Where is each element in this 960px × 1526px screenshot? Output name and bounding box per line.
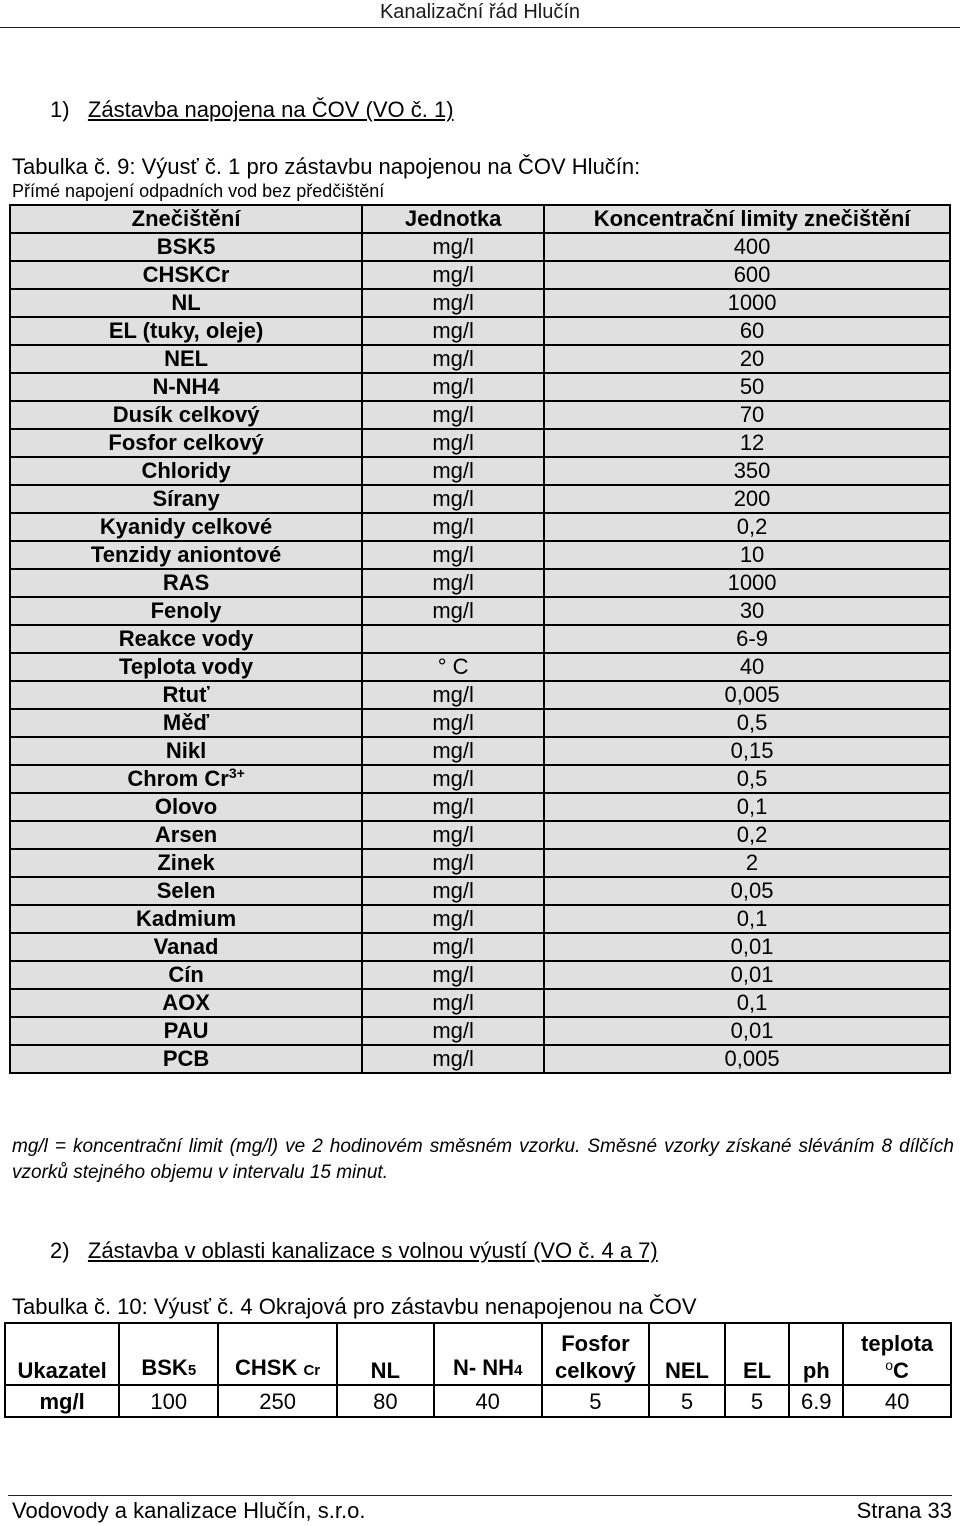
pollutant-limit: 600 [544, 261, 950, 289]
pollutant-unit: mg/l [362, 765, 544, 793]
outlet-limits-table [4, 1322, 952, 1418]
header-chsk: CHSK Cr [218, 1323, 337, 1385]
pollutant-name: BSK5 [10, 233, 362, 261]
table-row [10, 653, 950, 681]
pollutant-unit: mg/l [362, 513, 544, 541]
value-phosphorus: 5 [542, 1385, 650, 1417]
pollutant-unit: mg/l [362, 429, 544, 457]
table-row [10, 429, 950, 457]
pollutant-name: Chloridy [10, 457, 362, 485]
pollutant-limit: 1000 [544, 569, 950, 597]
value-el: 5 [725, 1385, 790, 1417]
pollutant-limit: 6-9 [544, 625, 950, 653]
header-limits: Koncentrační limity znečištění [544, 205, 950, 233]
table-row [10, 569, 950, 597]
table-row [10, 457, 950, 485]
pollutant-limit: 200 [544, 485, 950, 513]
pollutant-unit: mg/l [362, 401, 544, 429]
pollutant-limit: 12 [544, 429, 950, 457]
section-2-number: 2) [50, 1238, 70, 1263]
pollutant-name: Zinek [10, 849, 362, 877]
pollutant-limit: 0,5 [544, 709, 950, 737]
pollutant-name: NEL [10, 345, 362, 373]
table-row [10, 233, 950, 261]
footer-page-number: Strana 33 [856, 1498, 952, 1523]
pollutant-unit: mg/l [362, 261, 544, 289]
value-nel: 5 [649, 1385, 724, 1417]
section-1-heading [50, 97, 454, 123]
row-label: mg/l [5, 1385, 119, 1417]
table-row [10, 261, 950, 289]
pollutant-unit: mg/l [362, 597, 544, 625]
pollutant-limit: 400 [544, 233, 950, 261]
pollutant-unit: mg/l [362, 821, 544, 849]
pollutant-limit: 2 [544, 849, 950, 877]
pollutant-limit: 0,2 [544, 513, 950, 541]
header-unit: Jednotka [362, 205, 544, 233]
pollutant-name: Fosfor celkový [10, 429, 362, 457]
pollutant-name: Měď [10, 709, 362, 737]
pollutant-limit: 0,005 [544, 681, 950, 709]
header-phosphorus: Fosfor celkový [542, 1323, 650, 1385]
table-row [10, 793, 950, 821]
pollutant-name: RAS [10, 569, 362, 597]
value-nl: 80 [337, 1385, 434, 1417]
pollutant-unit: mg/l [362, 989, 544, 1017]
pollutant-unit: mg/l [362, 289, 544, 317]
pollutant-limit: 1000 [544, 289, 950, 317]
header-nel: NEL [649, 1323, 724, 1385]
header-bsk5: BSK5 [119, 1323, 218, 1385]
pollutant-unit: ° C [362, 653, 544, 681]
pollutant-unit: mg/l [362, 1045, 544, 1073]
pollutant-unit: mg/l [362, 345, 544, 373]
value-ph: 6.9 [789, 1385, 843, 1417]
pollutant-unit: mg/l [362, 793, 544, 821]
pollutant-name: Dusík celkový [10, 401, 362, 429]
pollutant-name: Fenoly [10, 597, 362, 625]
table-row [10, 1045, 950, 1073]
pollutant-name: Kadmium [10, 905, 362, 933]
pollutant-limit: 0,1 [544, 793, 950, 821]
table-row [10, 933, 950, 961]
header-nnh4: N- NH4 [434, 1323, 542, 1385]
footer-company: Vodovody a kanalizace Hlučín, s.r.o. [12, 1498, 366, 1523]
pollution-limits-table [9, 204, 951, 1074]
pollutant-unit: mg/l [362, 485, 544, 513]
pollutant-limit: 0,01 [544, 933, 950, 961]
table-row [10, 849, 950, 877]
pollutant-name: Tenzidy aniontové [10, 541, 362, 569]
pollutant-limit: 10 [544, 541, 950, 569]
table-row [10, 289, 950, 317]
pollutant-limit: 0,2 [544, 821, 950, 849]
table-row [10, 877, 950, 905]
table-row [10, 485, 950, 513]
pollutant-unit: mg/l [362, 737, 544, 765]
pollutant-unit: mg/l [362, 877, 544, 905]
pollutant-name: Nikl [10, 737, 362, 765]
pollutant-unit [362, 625, 544, 653]
table-header-row [10, 205, 950, 233]
pollutant-limit: 0,01 [544, 961, 950, 989]
pollutant-limit: 50 [544, 373, 950, 401]
header-el: EL [725, 1323, 790, 1385]
pollutant-limit: 350 [544, 457, 950, 485]
pollutant-unit: mg/l [362, 709, 544, 737]
pollutant-limit: 0,1 [544, 905, 950, 933]
outlet-table-values-row [5, 1385, 951, 1417]
table-10-caption: Tabulka č. 10: Výusť č. 4 Okrajová pro zástavbu nenapojenou na ČOV [12, 1294, 697, 1319]
table-row [10, 905, 950, 933]
pollutant-limit: 20 [544, 345, 950, 373]
pollutant-limit: 40 [544, 653, 950, 681]
header-pollution: Znečištění [10, 205, 362, 233]
pollutant-unit: mg/l [362, 961, 544, 989]
table-row [10, 961, 950, 989]
pollutant-name: NL [10, 289, 362, 317]
section-2-heading [50, 1238, 658, 1264]
concentration-note: mg/l = koncentrační limit (mg/l) ve 2 hodinovém směsném vzorku. Směsné vzorky získané sléváním 8 dílčích vzorků stejného objemu v intervalu 15 minut. [12, 1136, 954, 1183]
table-row [10, 821, 950, 849]
pollutant-limit: 0,005 [544, 1045, 950, 1073]
table-9-subcaption: Přímé napojení odpadních vod bez předčištění [12, 181, 385, 201]
pollutant-name: PCB [10, 1045, 362, 1073]
header-ph: ph [789, 1323, 843, 1385]
table-row [10, 737, 950, 765]
table-row [10, 541, 950, 569]
section-1-number: 1) [50, 97, 70, 122]
pollutant-limit: 70 [544, 401, 950, 429]
pollutant-name: PAU [10, 1017, 362, 1045]
table-row [10, 765, 950, 793]
pollutant-name: N-NH4 [10, 373, 362, 401]
table-row [10, 989, 950, 1017]
pollutant-unit: mg/l [362, 457, 544, 485]
pollutant-unit: mg/l [362, 681, 544, 709]
pollutant-name: Arsen [10, 821, 362, 849]
pollutant-unit: mg/l [362, 933, 544, 961]
pollutant-unit: mg/l [362, 1017, 544, 1045]
pollutant-unit: mg/l [362, 569, 544, 597]
pollutant-name: CHSKCr [10, 261, 362, 289]
table-row [10, 317, 950, 345]
pollutant-limit: 0,15 [544, 737, 950, 765]
pollutant-limit: 30 [544, 597, 950, 625]
pollutant-unit: mg/l [362, 373, 544, 401]
table-row [10, 345, 950, 373]
pollutant-unit: mg/l [362, 541, 544, 569]
pollutant-limit: 60 [544, 317, 950, 345]
header-temperature: teplota $^o$C [843, 1323, 951, 1385]
header-nl: NL [337, 1323, 434, 1385]
section-2-title: Zástavba v oblasti kanalizace s volnou výustí (VO č. 4 a 7) [87, 1238, 658, 1263]
table-row [10, 625, 950, 653]
pollutant-unit: mg/l [362, 233, 544, 261]
pollutant-name: Cín [10, 961, 362, 989]
pollutant-limit: 0,05 [544, 877, 950, 905]
table-9-caption: Tabulka č. 9: Výusť č. 1 pro zástavbu napojenou na ČOV Hlučín: [12, 154, 641, 179]
pollutant-name: Teplota vody [10, 653, 362, 681]
section-1-title: Zástavba napojena na ČOV (VO č. 1) [87, 97, 454, 122]
table-row [10, 513, 950, 541]
pollutant-limit: 0,5 [544, 765, 950, 793]
table-row [10, 401, 950, 429]
pollutant-unit: mg/l [362, 905, 544, 933]
pollutant-unit: mg/l [362, 849, 544, 877]
pollutant-name: Reakce vody [10, 625, 362, 653]
pollutant-unit: mg/l [362, 317, 544, 345]
value-chsk: 250 [218, 1385, 337, 1417]
pollutant-name: EL (tuky, oleje) [10, 317, 362, 345]
table-row [10, 681, 950, 709]
table-row [10, 597, 950, 625]
pollutant-name: AOX [10, 989, 362, 1017]
pollutant-name: Selen [10, 877, 362, 905]
outlet-table-header-row [5, 1323, 951, 1385]
pollutant-limit: 0,01 [544, 1017, 950, 1045]
header-indicator: Ukazatel [5, 1323, 119, 1385]
value-bsk5: 100 [119, 1385, 218, 1417]
value-temperature: 40 [843, 1385, 951, 1417]
page-header [0, 0, 960, 28]
table-row [10, 1017, 950, 1045]
pollutant-name: Olovo [10, 793, 362, 821]
page-footer [8, 1495, 952, 1526]
value-nnh4: 40 [434, 1385, 542, 1417]
pollutant-name: Chrom $Cr^{3+}$ [10, 765, 362, 793]
table-row [10, 373, 950, 401]
pollutant-name: Vanad [10, 933, 362, 961]
table-row [10, 709, 950, 737]
pollutant-name: Rtuť [10, 681, 362, 709]
document-title: Kanalizační řád Hlučín [379, 1, 581, 23]
pollutant-limit: 0,1 [544, 989, 950, 1017]
pollutant-name: Sírany [10, 485, 362, 513]
pollutant-name: Kyanidy celkové [10, 513, 362, 541]
